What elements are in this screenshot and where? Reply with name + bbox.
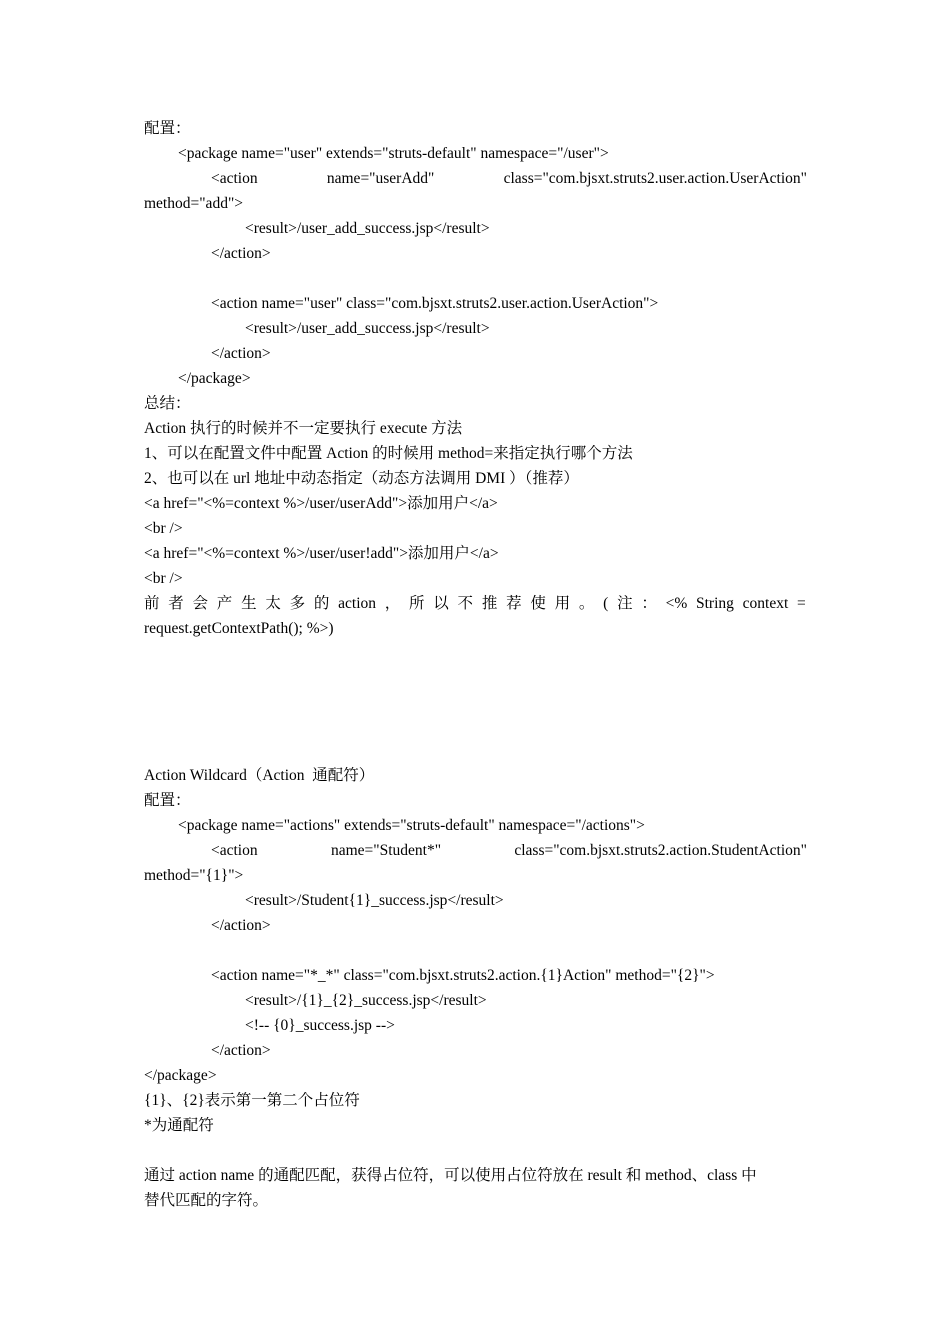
result-line: <result>/user_add_success.jsp</result>: [245, 220, 490, 237]
wildcard-line: *为通配符: [144, 1117, 214, 1134]
action-close-line: </action>: [211, 1042, 271, 1059]
action-tag: <action: [211, 170, 258, 187]
action-name-attr: name="userAdd": [326, 170, 435, 187]
section-title: Action Wildcard（Action 通配符）: [144, 767, 375, 784]
action-userAdd-line: [211, 166, 807, 191]
action-name-attr: name="Student*": [330, 842, 442, 859]
action-wildcard-line: <action name="*_*" class="com.bjsxt.struts2.action.{1}Action" method="{2}">: [211, 967, 715, 984]
result-line: <result>/user_add_success.jsp</result>: [245, 320, 490, 337]
point-2: 2、也可以在 url 地址中动态指定（动态方法调用 DMI ）（推荐）: [144, 470, 579, 487]
note-continuation: request.getContextPath(); %>): [144, 620, 334, 637]
package-open-line: <package name="actions" extends="struts-default" namespace="/actions">: [178, 817, 645, 834]
action-user-line: <action name="user" class="com.bjsxt.struts2.user.action.UserAction">: [211, 295, 659, 312]
action-tag: <action: [211, 842, 258, 859]
package-close-line: </package>: [178, 370, 251, 387]
note-line: 前 者 会 产 生 太 多 的 action ， 所 以 不 推 荐 使 用 。 ( 注 ： <% String context =: [144, 595, 806, 612]
action-close-line: </action>: [211, 345, 271, 362]
summary-line: Action 执行的时候并不一定要执行 execute 方法: [144, 420, 463, 437]
link-code-2: <a href="<%=context %>/user/user!add">添加用户</a>: [144, 545, 499, 562]
placeholder-line: {1}、{2}表示第一第二个占位符: [144, 1092, 360, 1109]
br-code-1: <br />: [144, 520, 183, 537]
summary-label: 总结：: [144, 395, 191, 412]
config-label: 配置：: [144, 792, 191, 809]
action-student-line: [211, 838, 807, 863]
action-close-line: </action>: [211, 917, 271, 934]
action-method-line: method="add">: [144, 195, 244, 212]
result-line: <result>/Student{1}_success.jsp</result>: [245, 892, 504, 909]
action-class-attr: class="com.bjsxt.struts2.user.action.UserAction": [503, 170, 807, 187]
action-class-attr: class="com.bjsxt.struts2.action.StudentAction": [514, 842, 807, 859]
package-close-line: </package>: [144, 1067, 217, 1084]
package-open-line: <package name="user" extends="struts-default" namespace="/user">: [178, 145, 609, 162]
point-1: 1、可以在配置文件中配置 Action 的时候用 method=来指定执行哪个方法: [144, 445, 633, 462]
paragraph-line-2: 替代匹配的字符。: [144, 1192, 269, 1209]
br-code-2: <br />: [144, 570, 183, 587]
paragraph-line-1: 通过 action name 的通配匹配，获得占位符，可以使用占位符放在 result 和 method、class 中: [144, 1167, 757, 1184]
config-label: 配置：: [144, 120, 191, 137]
result-line: <result>/{1}_{2}_success.jsp</result>: [245, 992, 487, 1009]
action-method-line: method="{1}">: [144, 867, 244, 884]
action-close-line: </action>: [211, 245, 271, 262]
link-code-1: <a href="<%=context %>/user/userAdd">添加用户</a>: [144, 495, 498, 512]
comment-line: <!-- {0}_success.jsp -->: [245, 1017, 395, 1034]
